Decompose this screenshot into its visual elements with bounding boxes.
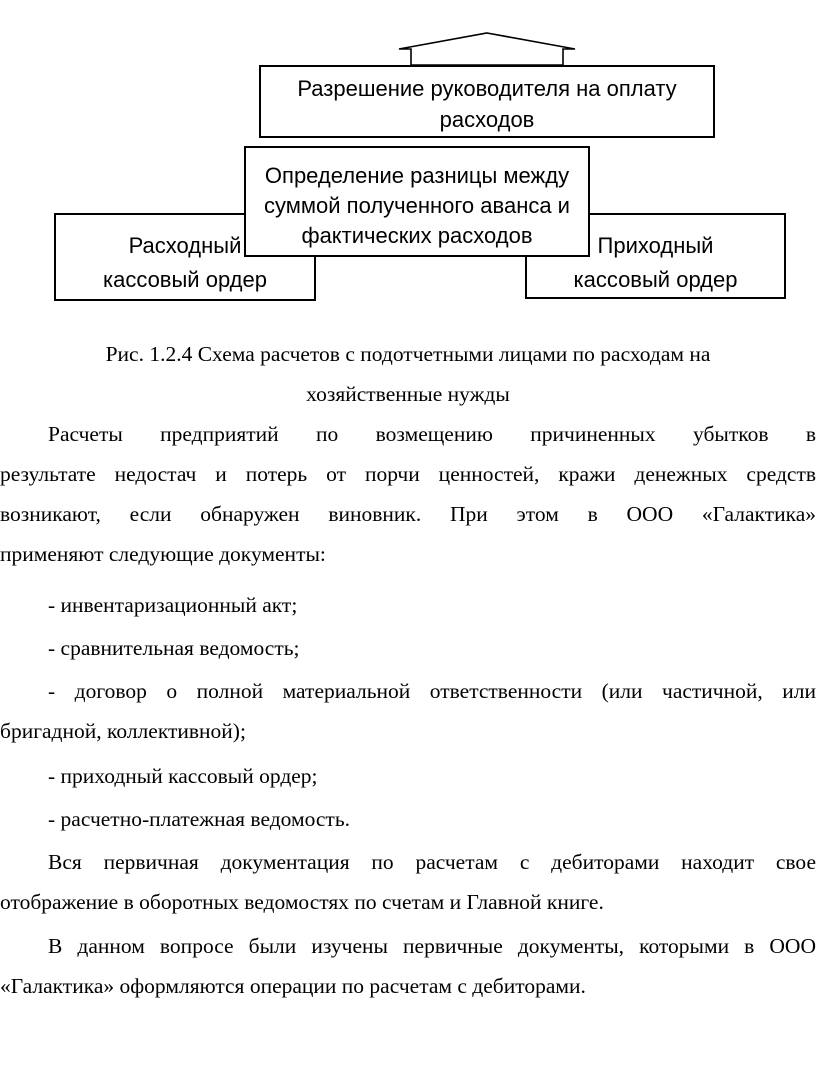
paragraph-conclusion [0, 926, 816, 1006]
list-item-text: - сравнительная ведомость; [48, 636, 300, 660]
income-order-line-1: Приходный [597, 233, 714, 258]
difference-box-line-1: Определение разницы между [264, 163, 570, 188]
figure-caption-line-1: Рис. 1.2.4 Схема расчетов с подотчетными лицами по расходам на [105, 342, 711, 366]
list-item [0, 756, 816, 796]
paragraph-line: Вся первичная документация по расчетам с дебиторами находит свое [48, 850, 816, 874]
difference-box [244, 146, 590, 257]
list-item [0, 628, 816, 668]
list-item-text: - договор о полной материальной ответственности (или частичной, или [48, 679, 816, 703]
list-item-text: - инвентаризационный акт; [48, 593, 298, 617]
approval-box-line-1: Разрешение руководителя на оплату [297, 76, 677, 101]
paragraph-documentation [0, 842, 816, 922]
list-item-text: - приходный кассовый ордер; [48, 764, 318, 788]
list-item [0, 799, 816, 839]
paragraph-line: возникают, если обнаружен виновник. При этом в ООО «Галактика» [0, 502, 816, 526]
paragraph-line: В данном вопросе были изучены первичные документы, которыми в ООО [48, 934, 816, 958]
income-order-line-2: кассовый ордер [573, 267, 738, 292]
list-item [0, 671, 816, 751]
paragraph-damages [0, 414, 816, 574]
scheme-diagram [0, 0, 816, 310]
expense-order-line-2: кассовый ордер [102, 267, 267, 292]
paragraph-line: результате недостач и потерь от порчи ценностей, кражи денежных средств [0, 462, 816, 486]
list-item-text: - расчетно-платежная ведомость. [48, 807, 351, 831]
difference-box-line-2: суммой полученного аванса и [264, 193, 570, 218]
approval-box-line-2: расходов [439, 107, 535, 132]
list-item [0, 585, 816, 625]
figure-caption-line-2: хозяйственные нужды [306, 382, 510, 406]
expense-order-line-1: Расходный [128, 233, 242, 258]
paragraph-line: Расчеты предприятий по возмещению причиненных убытков в [48, 422, 816, 446]
list-item-text: бригадной, коллективной); [0, 719, 246, 743]
paragraph-line: применяют следующие документы: [0, 542, 326, 566]
paragraph-line: «Галактика» оформляются операции по расчетам с дебиторами. [0, 974, 586, 998]
paragraph-line: отображение в оборотных ведомостях по счетам и Главной книге. [0, 890, 604, 914]
difference-box-line-3: фактических расходов [301, 223, 533, 248]
approval-box [259, 65, 715, 138]
